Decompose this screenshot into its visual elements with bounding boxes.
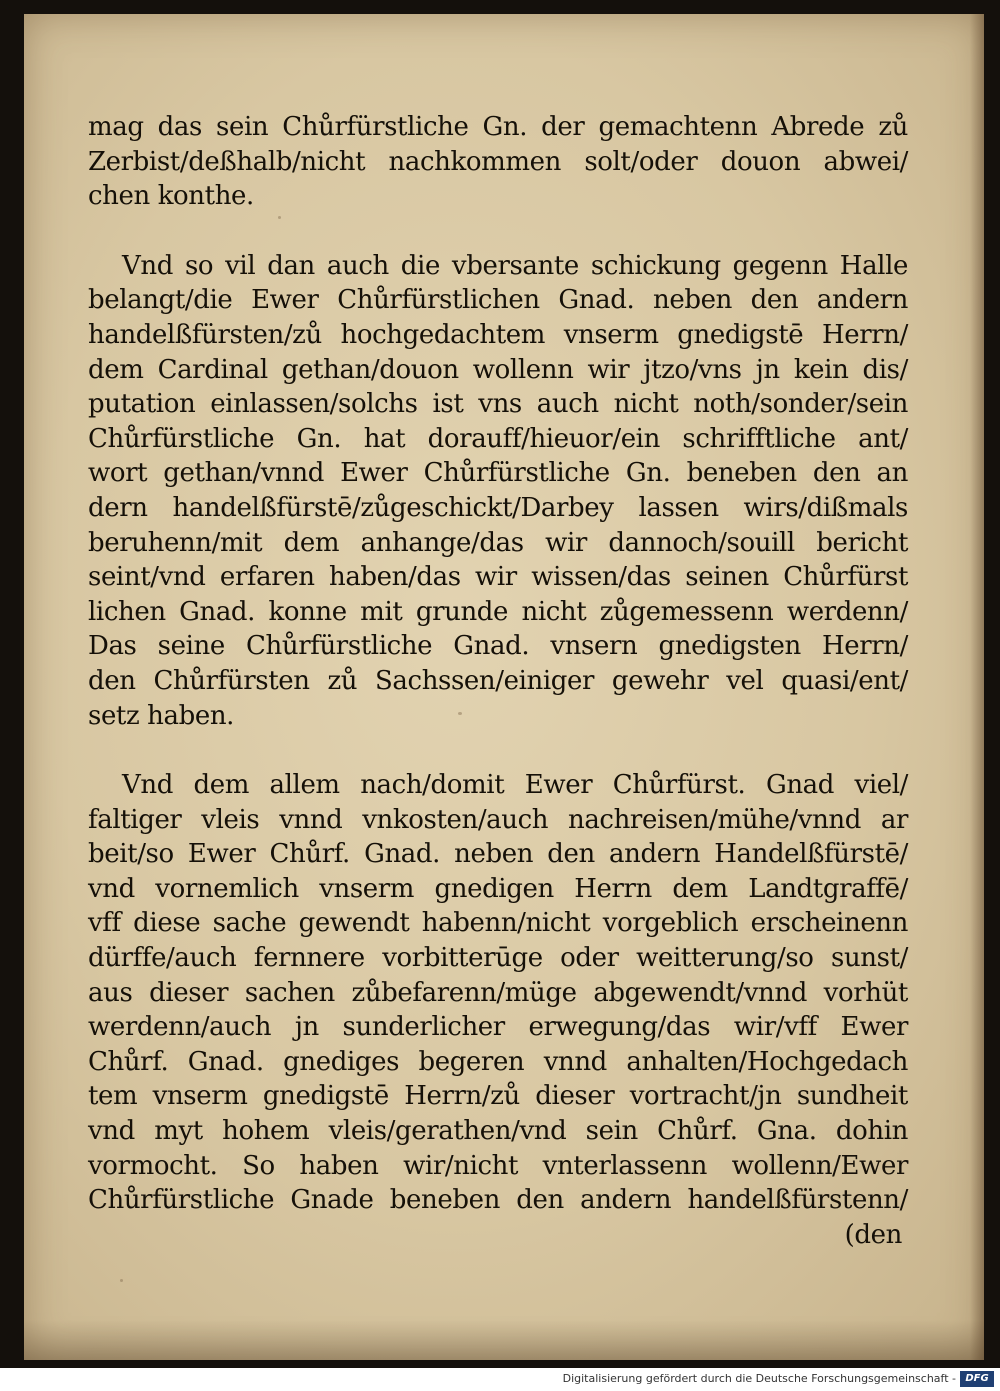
text-line: chen konthe. — [88, 181, 254, 212]
text-line: mag das sein Chůrfürstliche Gn. der gemachtenn Abrede zů — [88, 112, 908, 142]
text-line: wort gethan/vnnd Ewer Chůrfürstliche Gn. beneben den an — [88, 458, 908, 489]
text-line: setz haben. — [88, 700, 235, 731]
text-line: dem Cardinal gethan/douon wollenn wir jtzo/vns jn kein dis/ — [88, 354, 908, 385]
text-line: aus dieser sachen zůbefarenn/müge abgewendt/vnnd vorhüt — [88, 977, 908, 1008]
text-line: vnd vornemlich vnserm gnedigen Herrn dem Landtgraffē/ — [88, 873, 908, 904]
text-line: dürffe/auch fernnere vorbitterūge oder weitterung/so sunst/ — [88, 943, 908, 974]
text-line: handelßfürsten/zů hochgedachtem vnserm gnedigstē Herrn/ — [88, 319, 908, 350]
paragraph-gap — [88, 214, 908, 249]
text-line: den Chůrfürsten zů Sachssen/einiger gewehr vel quasi/ent/ — [88, 665, 908, 696]
paragraph-2 — [88, 249, 908, 733]
text-line: Chůrfürstliche Gn. hat dorauff/hieuor/ein schrifftliche ant/ — [88, 423, 908, 454]
dfg-logo: DFG — [960, 1371, 994, 1387]
paragraph-1 — [88, 110, 908, 214]
text-line: Vnd so vil dan auch die vbersante schickung gegenn Halle — [122, 250, 908, 281]
book-page — [24, 14, 984, 1360]
text-block — [88, 110, 908, 1252]
page-edge-shadow — [970, 14, 984, 1360]
text-line: vnd myt hohem vleis/gerathen/vnd sein Chůrf. Gna. dohin — [88, 1116, 908, 1147]
text-line: lichen Gnad. konne mit grunde nicht zůgemessenn werdenn/ — [88, 596, 908, 627]
text-line: Das seine Chůrfürstliche Gnad. vnsern gnedigsten Herrn/ — [88, 631, 908, 662]
text-line: dern handelßfürstē/zůgeschickt/Darbey lassen wirs/dißmals — [88, 492, 908, 523]
text-line: belangt/die Ewer Chůrfürstlichen Gnad. neben den andern — [88, 285, 908, 316]
text-line: Zerbist/deßhalb/nicht nachkommen solt/oder douon abwei/ — [88, 146, 908, 177]
text-line: seint/vnd erfaren haben/das wir wissen/das seinen Chůrfürst — [88, 562, 908, 593]
text-line: beit/so Ewer Chůrf. Gnad. neben den andern Handelßfürstē/ — [88, 839, 908, 870]
text-line: vff diese sache gewendt habenn/nicht vorgeblich erscheinenn — [88, 908, 908, 939]
catchword: (den — [844, 1219, 902, 1250]
text-line: putation einlassen/solchs ist vns auch nicht noth/sonder/sein — [88, 389, 908, 420]
text-line: werdenn/auch jn sunderlicher erwegung/das wir/vff Ewer — [88, 1012, 908, 1043]
paper-speck — [120, 1279, 123, 1282]
text-line: Chůrfürstliche Gnade beneben den andern handelßfürstenn/ — [88, 1185, 908, 1216]
text-line: beruhenn/mit dem anhange/das wir dannoch/souill bericht — [88, 527, 908, 558]
footer-bar — [0, 1368, 1000, 1391]
text-line: Vnd dem allem nach/domit Ewer Chůrfürst. Gnad viel/ — [122, 770, 908, 801]
paragraph-gap — [88, 733, 908, 768]
text-line: tem vnserm gnedigstē Herrn/zů dieser vortracht/jn sundheit — [88, 1081, 908, 1112]
footer-credit: Digitalisierung gefördert durch die Deutsche Forschungsgemeinschaft - — [562, 1372, 956, 1385]
text-line: faltiger vleis vnnd vnkosten/auch nachreisen/mühe/vnnd ar — [88, 804, 908, 835]
text-line: vormocht. So haben wir/nicht vnterlassenn wollenn/Ewer — [88, 1150, 908, 1181]
page-bottom-shadow — [24, 1320, 984, 1360]
paragraph-3 — [88, 768, 908, 1218]
text-line: Chůrf. Gnad. gnediges begeren vnnd anhalten/Hochgedach — [88, 1046, 908, 1077]
